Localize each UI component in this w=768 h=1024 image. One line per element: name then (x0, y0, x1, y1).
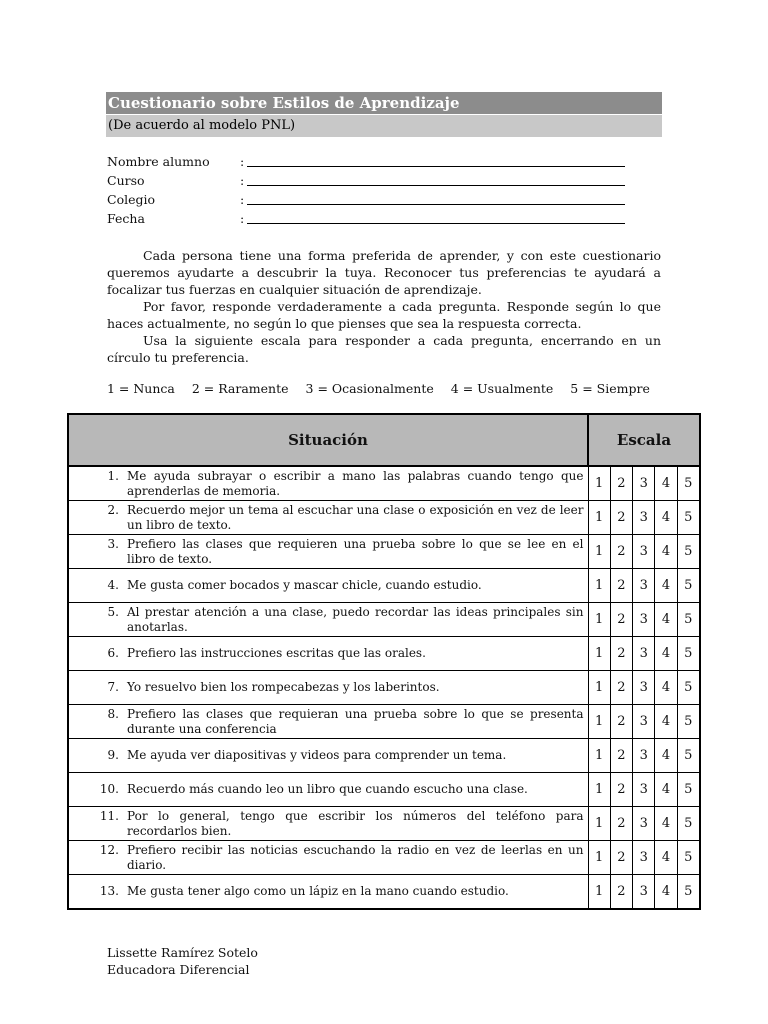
scale-option-1[interactable]: 1 (588, 807, 610, 841)
question-text: Al prestar atención a una clase, puedo recordar las ideas principales sin anotarlas. (127, 604, 584, 634)
scale-option-3[interactable]: 3 (633, 807, 655, 841)
fill-in-line (247, 204, 625, 205)
scale-option-5[interactable]: 5 (677, 466, 700, 501)
scale-option-5[interactable]: 5 (677, 501, 700, 535)
footer (107, 944, 258, 978)
scale-option-1[interactable]: 1 (588, 535, 610, 569)
field-colon: : (240, 154, 245, 169)
scale-option-4[interactable]: 4 (655, 807, 677, 841)
scale-option-4[interactable]: 4 (655, 739, 677, 773)
question-text: Me ayuda subrayar o escribir a mano las palabras cuando tengo que aprenderlas de memoria. (127, 468, 584, 498)
table-row (68, 841, 700, 875)
field-colegio (107, 191, 667, 209)
scale-option-2[interactable]: 2 (610, 671, 632, 705)
scale-option-4[interactable]: 4 (655, 637, 677, 671)
situacion-cell (68, 875, 588, 910)
question-number: 13. (99, 884, 119, 898)
question-number: 11. (99, 808, 119, 823)
scale-option-4[interactable]: 4 (655, 569, 677, 603)
table-row (68, 705, 700, 739)
question-text: Prefiero recibir las noticias escuchando la radio en vez de leerlas en un diario. (127, 842, 584, 872)
question-number: 2. (107, 502, 119, 517)
question-text: Me ayuda ver diapositivas y videos para comprender un tema. (127, 748, 507, 762)
scale-legend-item: 1 = Nunca (107, 381, 175, 396)
scale-option-1[interactable]: 1 (588, 569, 610, 603)
scale-option-5[interactable]: 5 (677, 569, 700, 603)
scale-option-5[interactable]: 5 (677, 773, 700, 807)
situacion-cell (68, 603, 588, 637)
scale-option-5[interactable]: 5 (677, 535, 700, 569)
scale-option-3[interactable]: 3 (633, 603, 655, 637)
scale-option-1[interactable]: 1 (588, 875, 610, 910)
table-row (68, 569, 700, 603)
scale-option-5[interactable]: 5 (677, 671, 700, 705)
table-row (68, 807, 700, 841)
table-row (68, 535, 700, 569)
table-body (68, 466, 700, 909)
scale-legend-item: 2 = Raramente (191, 381, 289, 396)
situacion-cell (68, 705, 588, 739)
question-number: 6. (107, 646, 119, 660)
scale-legend (107, 380, 667, 397)
scale-option-4[interactable]: 4 (655, 501, 677, 535)
scale-option-3[interactable]: 3 (633, 705, 655, 739)
situacion-cell (68, 773, 588, 807)
scale-option-2[interactable]: 2 (610, 603, 632, 637)
scale-option-3[interactable]: 3 (633, 875, 655, 910)
fill-in-line (247, 185, 625, 186)
intro-text (107, 247, 661, 366)
situacion-cell (68, 637, 588, 671)
scale-option-3[interactable]: 3 (633, 637, 655, 671)
situacion-cell (68, 807, 588, 841)
question-text: Yo resuelvo bien los rompecabezas y los laberintos. (127, 680, 440, 694)
scale-option-3[interactable]: 3 (633, 501, 655, 535)
scale-option-2[interactable]: 2 (610, 466, 632, 501)
question-number: 4. (107, 578, 119, 592)
field-label: Fecha (107, 211, 145, 226)
header-situacion: Situación (68, 414, 588, 466)
scale-legend-item: 5 = Siempre (570, 381, 650, 396)
scale-option-1[interactable]: 1 (588, 841, 610, 875)
scale-option-2[interactable]: 2 (610, 875, 632, 910)
table-row (68, 603, 700, 637)
scale-option-1[interactable]: 1 (588, 603, 610, 637)
scale-option-2[interactable]: 2 (610, 637, 632, 671)
question-text: Prefiero las clases que requieren una prueba sobre lo que se lee en el libro de texto. (127, 536, 584, 566)
situacion-cell (68, 739, 588, 773)
field-fecha (107, 210, 667, 228)
scale-option-5[interactable]: 5 (677, 637, 700, 671)
question-text: Recuerdo mejor un tema al escuchar una clase o exposición en vez de leer un libro de texto. (127, 502, 584, 532)
scale-option-3[interactable]: 3 (633, 773, 655, 807)
scale-option-1[interactable]: 1 (588, 671, 610, 705)
table-header-row (68, 414, 700, 466)
scale-option-2[interactable]: 2 (610, 501, 632, 535)
author-role: Educadora Diferencial (107, 962, 250, 977)
question-number: 8. (107, 706, 119, 721)
table-row (68, 773, 700, 807)
field-colon: : (240, 211, 245, 226)
question-number: 7. (107, 680, 119, 694)
questionnaire-table (67, 413, 701, 910)
question-text: Por lo general, tengo que escribir los números del teléfono para recordarlos bien. (127, 808, 584, 838)
scale-option-5[interactable]: 5 (677, 807, 700, 841)
scale-option-1[interactable]: 1 (588, 501, 610, 535)
fill-in-line (247, 223, 625, 224)
table-row (68, 501, 700, 535)
table-row (68, 466, 700, 501)
scale-option-2[interactable]: 2 (610, 773, 632, 807)
scale-option-5[interactable]: 5 (677, 739, 700, 773)
situacion-cell (68, 501, 588, 535)
question-number: 10. (99, 782, 119, 796)
scale-option-2[interactable]: 2 (610, 807, 632, 841)
field-label: Curso (107, 173, 145, 188)
scale-option-4[interactable]: 4 (655, 875, 677, 910)
question-number: 9. (107, 748, 119, 762)
field-label: Colegio (107, 192, 156, 207)
scale-option-2[interactable]: 2 (610, 569, 632, 603)
intro-paragraph-3: Usa la siguiente escala para responder a cada pregunta, encerrando en un círculo tu preferencia. (107, 333, 661, 365)
situacion-cell (68, 569, 588, 603)
scale-option-3[interactable]: 3 (633, 739, 655, 773)
scale-option-2[interactable]: 2 (610, 535, 632, 569)
scale-option-2[interactable]: 2 (610, 739, 632, 773)
question-text: Me gusta comer bocados y mascar chicle, cuando estudio. (127, 578, 482, 592)
fill-in-line (247, 166, 625, 167)
table-row (68, 671, 700, 705)
question-number: 1. (107, 468, 119, 483)
scale-option-4[interactable]: 4 (655, 466, 677, 501)
scale-option-3[interactable]: 3 (633, 841, 655, 875)
situacion-cell (68, 466, 588, 501)
scale-option-4[interactable]: 4 (655, 705, 677, 739)
scale-option-1[interactable]: 1 (588, 773, 610, 807)
intro-paragraph-1: Cada persona tiene una forma preferida de aprender, y con este cuestionario queremos ayudarte a descubrir la tuya. Reconocer tus preferencias te ayudará a focalizar tus fuerzas en cualquier situación de aprendizaje. (107, 248, 661, 297)
table-row (68, 637, 700, 671)
situacion-cell (68, 841, 588, 875)
scale-option-5[interactable]: 5 (677, 841, 700, 875)
situacion-cell (68, 535, 588, 569)
scale-option-4[interactable]: 4 (655, 671, 677, 705)
question-number: 5. (107, 604, 119, 619)
scale-option-1[interactable]: 1 (588, 637, 610, 671)
field-label: Nombre alumno (107, 154, 210, 169)
scale-option-5[interactable]: 5 (677, 603, 700, 637)
scale-option-3[interactable]: 3 (633, 466, 655, 501)
question-number: 3. (107, 536, 119, 551)
scale-legend-item: 4 = Usualmente (450, 381, 554, 396)
question-text: Prefiero las instrucciones escritas que las orales. (127, 646, 426, 660)
scale-option-4[interactable]: 4 (655, 773, 677, 807)
scale-option-2[interactable]: 2 (610, 841, 632, 875)
scale-legend-item: 3 = Ocasionalmente (305, 381, 434, 396)
table-row (68, 875, 700, 910)
scale-option-1[interactable]: 1 (588, 739, 610, 773)
question-text: Recuerdo más cuando leo un libro que cuando escucho una clase. (127, 782, 528, 796)
field-curso (107, 172, 667, 190)
scale-option-5[interactable]: 5 (677, 705, 700, 739)
question-text: Me gusta tener algo como un lápiz en la mano cuando estudio. (127, 884, 509, 898)
situacion-cell (68, 671, 588, 705)
scale-option-4[interactable]: 4 (655, 841, 677, 875)
scale-option-1[interactable]: 1 (588, 705, 610, 739)
field-nombre-alumno (107, 153, 667, 171)
header-escala: Escala (588, 414, 700, 466)
field-colon: : (240, 192, 245, 207)
field-colon: : (240, 173, 245, 188)
scale-option-3[interactable]: 3 (633, 671, 655, 705)
author-name: Lissette Ramírez Sotelo (107, 945, 258, 960)
scale-option-2[interactable]: 2 (610, 705, 632, 739)
table-row (68, 739, 700, 773)
document-subtitle: (De acuerdo al modelo PNL) (106, 115, 662, 137)
scale-option-1[interactable]: 1 (588, 466, 610, 501)
scale-option-5[interactable]: 5 (677, 875, 700, 910)
scale-option-4[interactable]: 4 (655, 535, 677, 569)
question-text: Prefiero las clases que requieran una prueba sobre lo que se presenta durante una conferencia (127, 706, 584, 736)
scale-option-3[interactable]: 3 (633, 535, 655, 569)
scale-option-3[interactable]: 3 (633, 569, 655, 603)
document-title: Cuestionario sobre Estilos de Aprendizaje (106, 92, 662, 114)
scale-option-4[interactable]: 4 (655, 603, 677, 637)
question-number: 12. (99, 842, 119, 857)
intro-paragraph-2: Por favor, responde verdaderamente a cada pregunta. Responde según lo que haces actualmente, no según lo que pienses que sea la respuesta correcta. (107, 299, 661, 331)
